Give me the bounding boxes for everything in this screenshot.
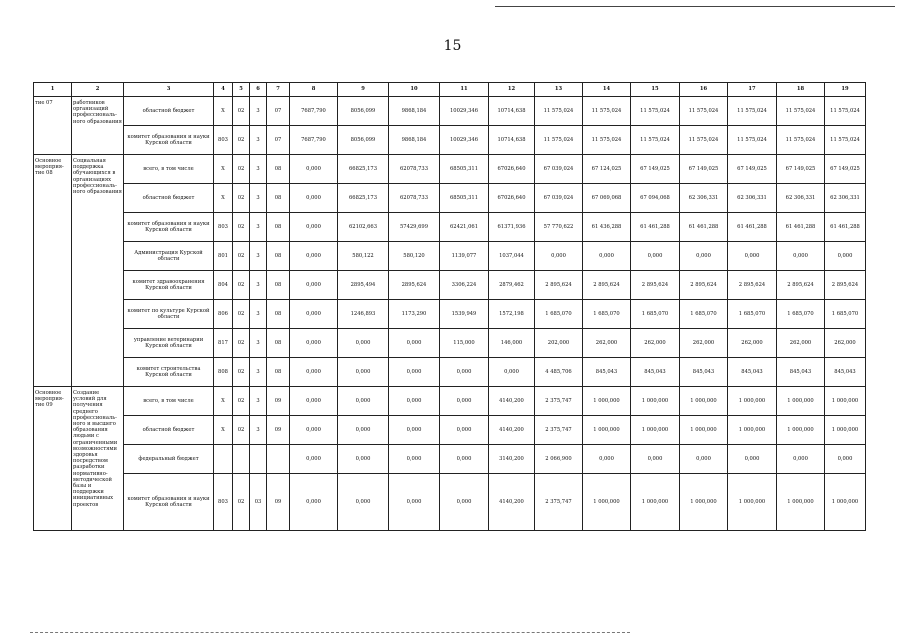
event-name-cell: работников организаций профессиональ-ного образования [72,97,124,155]
code-cell: 3 [250,300,267,329]
header-cell: 18 [777,83,825,97]
value-cell: 0,000 [290,387,338,416]
code-cell: 02 [233,242,250,271]
value-cell: 0,000 [489,358,535,387]
code-cell: 08 [267,184,290,213]
source-cell: областной бюджет [124,184,214,213]
value-cell: 62 306,331 [825,184,866,213]
value-cell: 0,000 [440,474,489,531]
value-cell: 2 375,747 [535,474,583,531]
header-cell: 15 [631,83,680,97]
code-cell: 3 [250,184,267,213]
value-cell: 7687,790 [290,97,338,126]
value-cell: 845,043 [631,358,680,387]
value-cell: 67026,640 [489,155,535,184]
value-cell: 2 895,624 [777,271,825,300]
value-cell: 61 461,288 [777,213,825,242]
value-cell: 7687,790 [290,126,338,155]
value-cell: 1246,893 [338,300,389,329]
code-cell: 3 [250,358,267,387]
value-cell: 62 306,331 [777,184,825,213]
value-cell: 11 575,024 [631,126,680,155]
value-cell: 202,000 [535,329,583,358]
value-cell: 10714,638 [489,97,535,126]
code-cell: 09 [267,474,290,531]
code-cell: 08 [267,329,290,358]
code-cell: 3 [250,271,267,300]
table-row [34,271,866,300]
value-cell: 0,000 [631,445,680,474]
code-cell: 804 [214,271,233,300]
value-cell: 10714,638 [489,126,535,155]
code-cell: 806 [214,300,233,329]
code-cell: 02 [233,358,250,387]
value-cell: 8056,099 [338,97,389,126]
value-cell: 0,000 [583,242,631,271]
value-cell: 1 000,000 [777,387,825,416]
value-cell: 580,122 [338,242,389,271]
value-cell: 2 895,624 [728,271,777,300]
code-cell: Х [214,387,233,416]
code-cell: 817 [214,329,233,358]
value-cell: 3306,224 [440,271,489,300]
value-cell: 0,000 [535,242,583,271]
value-cell: 0,000 [290,329,338,358]
header-cell: 1 [34,83,72,97]
value-cell: 61 461,288 [728,213,777,242]
value-cell: 0,000 [728,242,777,271]
value-cell: 1 000,000 [680,416,728,445]
code-cell [250,445,267,474]
value-cell: 0,000 [389,474,440,531]
value-cell: 1 685,070 [583,300,631,329]
value-cell: 1173,290 [389,300,440,329]
source-cell: областной бюджет [124,97,214,126]
source-cell: комитет образования и науки Курской области [124,213,214,242]
value-cell: 2 895,624 [583,271,631,300]
value-cell: 1 685,070 [728,300,777,329]
value-cell: 845,043 [825,358,866,387]
event-name-cell: Социальная поддержка обучающихся в организациях профессиональ-ного образования [72,155,124,387]
value-cell: 2 895,624 [825,271,866,300]
code-cell: 02 [233,474,250,531]
value-cell: 11 575,024 [535,126,583,155]
value-cell: 0,000 [728,445,777,474]
value-cell: 1 685,070 [631,300,680,329]
header-cell: 8 [290,83,338,97]
value-cell: 1 000,000 [680,474,728,531]
value-cell: 262,000 [631,329,680,358]
value-cell: 2 375,747 [535,387,583,416]
value-cell: 2879,462 [489,271,535,300]
value-cell: 1 000,000 [583,416,631,445]
value-cell: 1037,044 [489,242,535,271]
value-cell: 66825,173 [338,155,389,184]
value-cell: 9868,184 [389,126,440,155]
value-cell: 3140,200 [489,445,535,474]
value-cell: 67 149,025 [777,155,825,184]
value-cell: 67 124,025 [583,155,631,184]
value-cell: 68505,311 [440,155,489,184]
source-cell: комитет по культуре Курской области [124,300,214,329]
top-rule [495,6,895,7]
value-cell: 67 149,025 [825,155,866,184]
value-cell: 11 575,024 [583,126,631,155]
source-cell: комитет образования и науки Курской области [124,126,214,155]
value-cell: 0,000 [290,155,338,184]
value-cell: 0,000 [338,474,389,531]
value-cell: 1 685,070 [680,300,728,329]
value-cell: 0,000 [290,358,338,387]
value-cell: 1 000,000 [631,387,680,416]
value-cell: 0,000 [680,242,728,271]
event-code-cell: тие 07 [34,97,72,155]
value-cell: 1 685,070 [535,300,583,329]
code-cell: 801 [214,242,233,271]
event-code-cell: Основное мероприя-тие 08 [34,155,72,387]
value-cell: 11 575,024 [680,126,728,155]
value-cell: 845,043 [777,358,825,387]
source-cell: комитет строительства Курской области [124,358,214,387]
value-cell: 67 039,024 [535,155,583,184]
value-cell: 146,000 [489,329,535,358]
code-cell: 08 [267,213,290,242]
value-cell: 1 000,000 [825,474,866,531]
header-cell: 9 [338,83,389,97]
value-cell: 1 000,000 [825,416,866,445]
code-cell: 808 [214,358,233,387]
code-cell [267,445,290,474]
code-cell: 02 [233,97,250,126]
header-cell: 16 [680,83,728,97]
source-cell: всего, в том числе [124,387,214,416]
header-cell: 13 [535,83,583,97]
table-row [34,97,866,126]
code-cell [214,445,233,474]
header-cell: 17 [728,83,777,97]
value-cell: 2 066,900 [535,445,583,474]
header-cell: 19 [825,83,866,97]
value-cell: 11 575,024 [728,97,777,126]
code-cell: 02 [233,213,250,242]
code-cell: 03 [250,474,267,531]
value-cell: 1 000,000 [631,416,680,445]
source-cell: всего, в том числе [124,155,214,184]
value-cell: 11 575,024 [777,126,825,155]
value-cell: 0,000 [389,445,440,474]
value-cell: 262,000 [777,329,825,358]
header-cell: 11 [440,83,489,97]
code-cell: 3 [250,155,267,184]
value-cell: 2 895,624 [535,271,583,300]
code-cell: 02 [233,300,250,329]
value-cell: 8056,099 [338,126,389,155]
code-cell: 08 [267,155,290,184]
header-cell: 5 [233,83,250,97]
budget-table [33,82,866,531]
value-cell: 4140,200 [489,474,535,531]
value-cell: 1 000,000 [583,474,631,531]
code-cell: 02 [233,184,250,213]
value-cell: 262,000 [583,329,631,358]
code-cell: 02 [233,416,250,445]
value-cell: 68505,311 [440,184,489,213]
code-cell: Х [214,416,233,445]
value-cell: 1539,949 [440,300,489,329]
header-cell: 4 [214,83,233,97]
value-cell: 57 770,622 [535,213,583,242]
value-cell: 62078,733 [389,184,440,213]
value-cell: 0,000 [290,300,338,329]
value-cell: 0,000 [338,416,389,445]
value-cell: 0,000 [440,416,489,445]
code-cell: 3 [250,416,267,445]
value-cell: 1 000,000 [728,474,777,531]
value-cell: 1 000,000 [825,387,866,416]
code-cell: 09 [267,416,290,445]
table-row [34,213,866,242]
header-cell: 14 [583,83,631,97]
header-cell: 2 [72,83,124,97]
value-cell: 1 000,000 [631,474,680,531]
code-cell: 02 [233,155,250,184]
code-cell: 08 [267,358,290,387]
value-cell: 1 000,000 [777,416,825,445]
table-row [34,155,866,184]
code-cell: 07 [267,126,290,155]
code-cell: 02 [233,387,250,416]
value-cell: 0,000 [389,387,440,416]
value-cell: 4140,200 [489,416,535,445]
value-cell: 2 375,747 [535,416,583,445]
value-cell: 0,000 [290,242,338,271]
value-cell: 0,000 [389,416,440,445]
code-cell: 08 [267,242,290,271]
value-cell: 62 306,331 [728,184,777,213]
source-cell: Администрация Курской области [124,242,214,271]
value-cell: 62 306,331 [680,184,728,213]
value-cell: 580,120 [389,242,440,271]
value-cell: 67026,640 [489,184,535,213]
value-cell: 262,000 [728,329,777,358]
value-cell: 11 575,024 [535,97,583,126]
value-cell: 845,043 [583,358,631,387]
value-cell: 2895,624 [389,271,440,300]
value-cell: 61371,936 [489,213,535,242]
value-cell: 0,000 [825,242,866,271]
value-cell: 845,043 [680,358,728,387]
code-cell: Х [214,97,233,126]
value-cell: 1139,077 [440,242,489,271]
table-row [34,300,866,329]
value-cell: 11 575,024 [777,97,825,126]
source-cell: комитет образования и науки Курской области [124,474,214,531]
bottom-rule [30,632,630,633]
value-cell: 11 575,024 [631,97,680,126]
code-cell [233,445,250,474]
value-cell: 1 000,000 [680,387,728,416]
value-cell: 67 149,025 [631,155,680,184]
value-cell: 0,000 [631,242,680,271]
value-cell: 67 039,024 [535,184,583,213]
value-cell: 62102,663 [338,213,389,242]
value-cell: 10029,346 [440,126,489,155]
code-cell: 3 [250,97,267,126]
value-cell: 1 685,070 [825,300,866,329]
code-cell: 3 [250,126,267,155]
value-cell: 0,000 [290,416,338,445]
code-cell: 803 [214,126,233,155]
value-cell: 2 895,624 [680,271,728,300]
source-cell: управление ветеринарии Курской области [124,329,214,358]
table-row [34,416,866,445]
value-cell: 11 575,024 [825,126,866,155]
code-cell: 3 [250,242,267,271]
code-cell: 803 [214,213,233,242]
value-cell: 0,000 [338,445,389,474]
value-cell: 11 575,024 [583,97,631,126]
value-cell: 62078,733 [389,155,440,184]
table-row [34,474,866,531]
code-cell: 08 [267,271,290,300]
source-cell: комитет здравоохранения Курской области [124,271,214,300]
value-cell: 1 000,000 [583,387,631,416]
table-row [34,358,866,387]
value-cell: 62421,061 [440,213,489,242]
table-row [34,387,866,416]
source-cell: областной бюджет [124,416,214,445]
header-cell: 12 [489,83,535,97]
value-cell: 61 436,288 [583,213,631,242]
value-cell: 1 000,000 [728,416,777,445]
value-cell: 0,000 [338,329,389,358]
value-cell: 0,000 [777,445,825,474]
table-row [34,126,866,155]
value-cell: 67 149,025 [728,155,777,184]
value-cell: 0,000 [680,445,728,474]
value-cell: 0,000 [440,445,489,474]
table-row [34,445,866,474]
value-cell: 0,000 [338,387,389,416]
value-cell: 0,000 [290,213,338,242]
code-cell: 09 [267,387,290,416]
value-cell: 61 461,288 [680,213,728,242]
value-cell: 845,043 [728,358,777,387]
code-cell: 02 [233,271,250,300]
value-cell: 0,000 [290,271,338,300]
value-cell: 0,000 [290,474,338,531]
value-cell: 4 485,706 [535,358,583,387]
code-cell: 02 [233,126,250,155]
value-cell: 1 685,070 [777,300,825,329]
code-cell: 3 [250,213,267,242]
value-cell: 11 575,024 [680,97,728,126]
header-row [34,83,866,97]
header-cell: 7 [267,83,290,97]
value-cell: 11 575,024 [825,97,866,126]
table-row [34,329,866,358]
value-cell: 0,000 [825,445,866,474]
event-code-cell: Основное мероприя-тие 09 [34,387,72,531]
table-row [34,242,866,271]
value-cell: 2895,494 [338,271,389,300]
value-cell: 0,000 [338,358,389,387]
value-cell: 1 000,000 [777,474,825,531]
code-cell: 3 [250,329,267,358]
value-cell: 67 069,068 [583,184,631,213]
value-cell: 10029,346 [440,97,489,126]
header-cell: 10 [389,83,440,97]
value-cell: 57429,699 [389,213,440,242]
code-cell: 02 [233,329,250,358]
code-cell: 803 [214,474,233,531]
value-cell: 1572,198 [489,300,535,329]
value-cell: 0,000 [290,184,338,213]
table-row [34,184,866,213]
value-cell: 0,000 [290,445,338,474]
value-cell: 0,000 [583,445,631,474]
value-cell: 61 461,288 [825,213,866,242]
value-cell: 67 149,025 [680,155,728,184]
value-cell: 0,000 [440,387,489,416]
value-cell: 9868,184 [389,97,440,126]
page-number: 15 [443,38,462,54]
value-cell: 66825,173 [338,184,389,213]
event-name-cell: Создание условий для получения среднего профессиональ-ного и высшего образования людьми с ограниченными возможностями здоровья посредством разработки нормативно-методической базы и поддержки инициативных проектов [72,387,124,531]
code-cell: Х [214,184,233,213]
value-cell: 4140,200 [489,387,535,416]
value-cell: 262,000 [680,329,728,358]
header-cell: 3 [124,83,214,97]
code-cell: Х [214,155,233,184]
value-cell: 67 094,068 [631,184,680,213]
header-cell: 6 [250,83,267,97]
value-cell: 11 575,024 [728,126,777,155]
value-cell: 0,000 [440,358,489,387]
value-cell: 262,000 [825,329,866,358]
value-cell: 61 461,288 [631,213,680,242]
value-cell: 1 000,000 [728,387,777,416]
value-cell: 2 895,624 [631,271,680,300]
source-cell: федеральный бюджет [124,445,214,474]
code-cell: 07 [267,97,290,126]
code-cell: 3 [250,387,267,416]
value-cell: 0,000 [389,329,440,358]
value-cell: 115,000 [440,329,489,358]
value-cell: 0,000 [389,358,440,387]
value-cell: 0,000 [777,242,825,271]
code-cell: 08 [267,300,290,329]
